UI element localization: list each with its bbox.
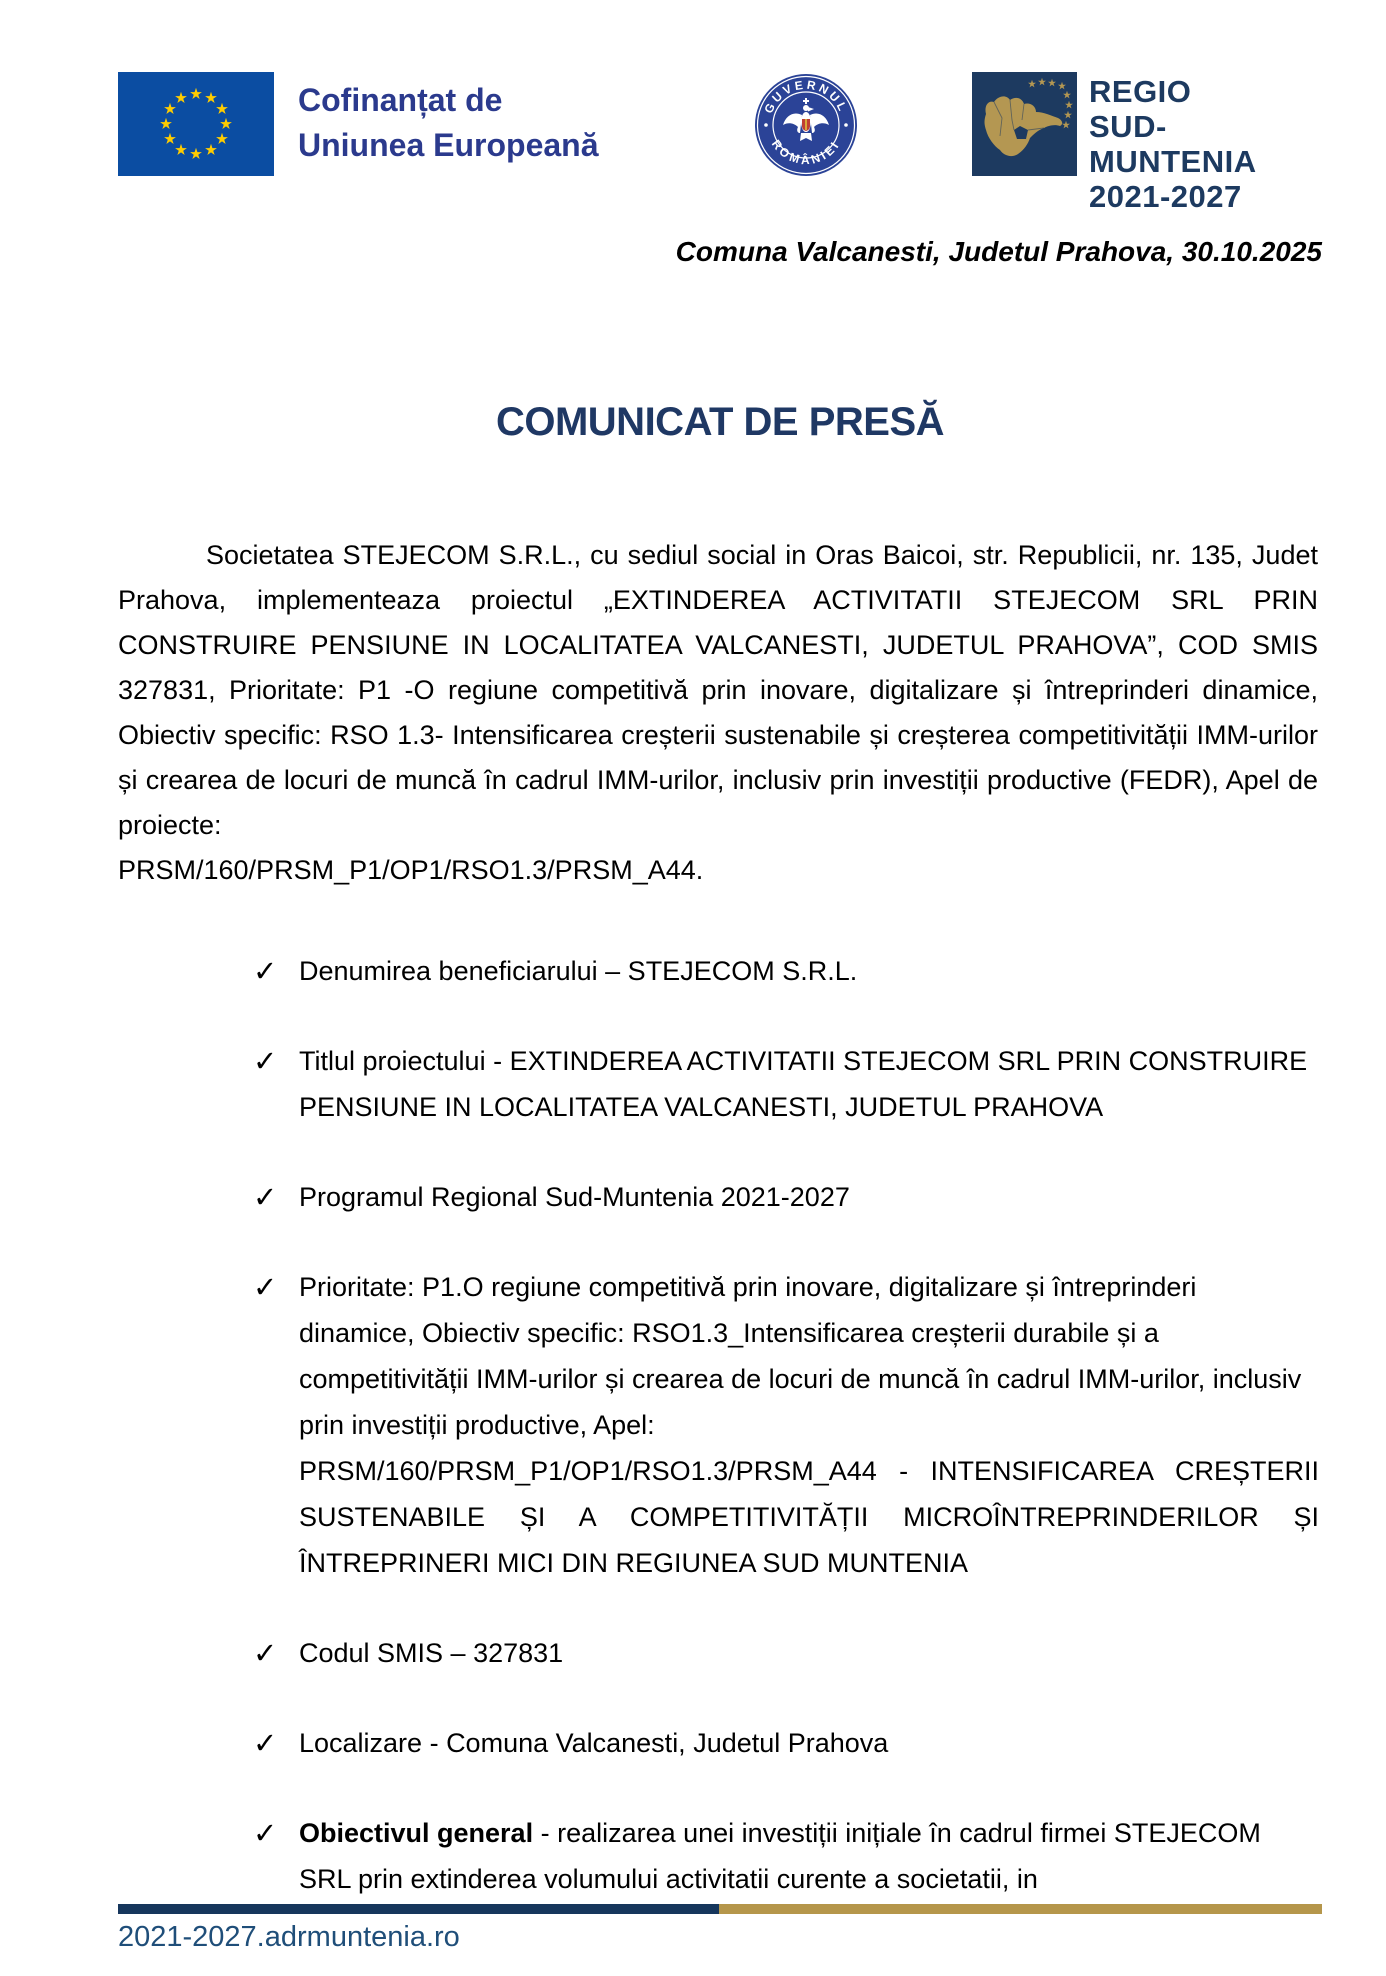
footer-website-link[interactable]: 2021-2027.adrmuntenia.ro <box>118 1921 460 1953</box>
checklist-item-text: Prioritate: P1.O regiune competitivă prin inovare, digitalizare și întreprinderi dinamice, Obiectiv specific: RSO1.3_Intensificarea creșterii durabile și a competitivității IMM-urilor și crearea de locuri de muncă în cadrul IMM-urilor, inclusiv prin investiții productive, Apel: <box>299 1272 1302 1440</box>
page-title: COMUNICAT DE PRESĂ <box>495 400 945 444</box>
objective-lead-bold: Obiectivul general <box>299 1818 534 1848</box>
romanian-government-seal-icon <box>754 73 858 182</box>
header-logos <box>118 72 1322 214</box>
intro-text: Societatea STEJECOM S.R.L., cu sediul social in Oras Baicoi, str. Republicii, nr. 135, Judet Prahova, implementeaza proiectul „EXTINDEREA ACTIVITATII STEJECOM SRL PRIN CONSTRUIRE PENSIUNE IN LOCALITATEA VALCANESTI, JUDETUL PRAHOVA”, COD SMIS 327831, Prioritate: P1 -O regiune competitivă prin inovare, digitalizare și întreprinderi dinamice, Obiectiv specific: RSO 1.3- Intensificarea creșterii sustenabile și creșterea competitivității IMM-urilor și crearea de locuri de muncă în cadrul IMM-urilor, inclusiv prin investiții productive (FEDR), Apel de proiecte: <box>118 540 1318 840</box>
checklist-item-general-objective <box>253 1810 1319 1902</box>
checkmark-icon: ✓ <box>253 1818 278 1850</box>
footer-bar-navy-segment <box>118 1904 719 1914</box>
checklist-item-program <box>253 1174 1319 1220</box>
svg-text:ROMÂNIEI: ROMÂNIEI <box>768 137 844 168</box>
checkmark-icon: ✓ <box>253 1728 278 1760</box>
eu-cofunded-logo <box>118 72 599 176</box>
checklist-item-project-title <box>253 1038 1319 1130</box>
checklist-item-location <box>253 1720 1319 1766</box>
regio-line2: SUD-MUNTENIA <box>1089 109 1257 179</box>
dateline: Comuna Valcanesti, Judetul Prahova, 30.10.2025 <box>675 236 1322 267</box>
regio-map-icon <box>972 72 1077 181</box>
checklist-item-smis-code <box>253 1630 1319 1676</box>
regio-line1: REGIO <box>1089 74 1192 109</box>
checklist-item-text: Programul Regional Sud-Muntenia 2021-2027 <box>299 1182 850 1212</box>
regio-line3: 2021-2027 <box>1089 179 1242 214</box>
checklist-item-text: Codul SMIS – 327831 <box>299 1638 564 1668</box>
checkmark-icon: ✓ <box>253 1638 278 1670</box>
checkmark-icon: ✓ <box>253 1272 278 1304</box>
checklist-item-text: Denumirea beneficiarului – STEJECOM S.R.L. <box>299 956 858 986</box>
intro-paragraph <box>118 533 1318 893</box>
checkmark-icon: ✓ <box>253 956 278 988</box>
svg-text:GUVERNUL: GUVERNUL <box>761 77 851 116</box>
eu-flag-icon <box>118 72 274 176</box>
eu-label-line1: Cofinanțat de <box>298 82 503 118</box>
regio-wordmark <box>1089 72 1322 214</box>
checkmark-icon: ✓ <box>253 1046 278 1078</box>
regio-sud-muntenia-logo <box>972 72 1322 214</box>
checklist-item-call-text: PRSM/160/PRSM_P1/OP1/RSO1.3/PRSM_A44 - INTENSIFICAREA CREȘTERII SUSTENABILE ȘI A COMPETITIVITĂȚII MICROÎNTREPRINDERILOR ȘI ÎNTREPRINERI MICI DIN REGIUNEA SUD MUNTENIA <box>299 1456 1319 1578</box>
footer-divider-bar <box>118 1904 1322 1914</box>
eu-cofunded-label <box>298 72 599 168</box>
eu-label-line2: Uniunea Europeană <box>298 127 599 163</box>
checklist-item-text: Localizare - Comuna Valcanesti, Judetul Prahova <box>299 1728 889 1758</box>
footer-bar-gold-segment <box>719 1904 1322 1914</box>
objective-rest-text: - realizarea unei investiții inițiale în cadrul firmei STEJECOM SRL prin extinderea volumului activitatii curente a societatii, in <box>299 1818 1261 1894</box>
checklist-item-beneficiary <box>253 948 1319 994</box>
checklist-item-text: Titlul proiectului - EXTINDEREA ACTIVITATII STEJECOM SRL PRIN CONSTRUIRE PENSIUNE IN LOCALITATEA VALCANESTI, JUDETUL PRAHOVA <box>299 1046 1308 1122</box>
checklist-item-priority <box>253 1264 1319 1586</box>
checklist <box>253 948 1319 1902</box>
checklist-item-text <box>299 1810 1319 1902</box>
intro-call-code: PRSM/160/PRSM_P1/OP1/RSO1.3/PRSM_A44. <box>118 855 704 885</box>
checkmark-icon: ✓ <box>253 1182 278 1214</box>
